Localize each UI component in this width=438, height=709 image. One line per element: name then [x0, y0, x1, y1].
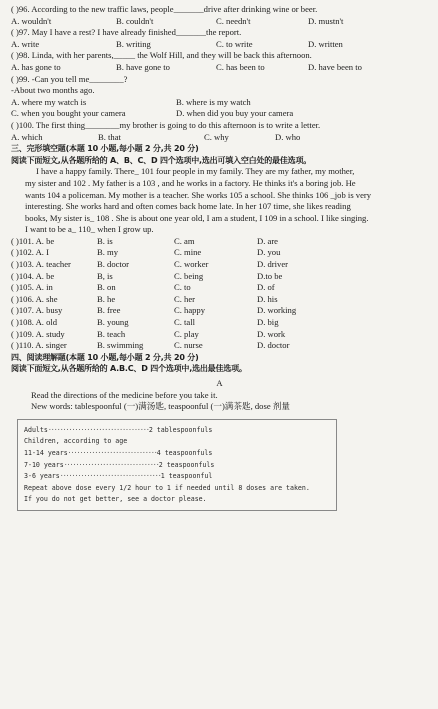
- question-number: ( )106. A. she: [11, 293, 58, 304]
- option-d: D. you: [257, 247, 281, 258]
- option-c: C. play: [174, 328, 199, 339]
- passage-line: my sister and 102 . My father is a 103 , and he works in a factory. He thinks it's a boring job. He: [25, 177, 356, 188]
- passage-line: I want to be a_ 110_ when I grow up.: [25, 224, 154, 235]
- option-d: D. who: [275, 131, 301, 142]
- option-b: B, is: [97, 270, 113, 281]
- question-99-options-cd: [11, 108, 428, 120]
- option-c: C. needn't: [216, 15, 251, 26]
- option-d: D.to be: [257, 270, 283, 281]
- option-b: B. teach: [97, 328, 126, 339]
- question-number: ( )104. A. be: [11, 270, 55, 281]
- option-d: D. mustn't: [308, 15, 344, 26]
- option-b: B. on: [97, 282, 116, 293]
- question-number: ( )110. A. singer: [11, 340, 67, 351]
- question-number: ( )108. A. old: [11, 317, 58, 328]
- question-96-stem: ( )96. According to the new traffic laws, people_______drive after drinking wine or beer.: [11, 4, 318, 14]
- option-d: D. doctor: [257, 340, 290, 351]
- cloze-question-104: [11, 271, 428, 283]
- option-b: B. he: [97, 293, 116, 304]
- option-c: C. tall: [174, 317, 196, 328]
- option-b: B. couldn't: [116, 15, 154, 26]
- question-99-answer-line: -About two months ago.: [11, 85, 95, 96]
- cloze-question-109: [11, 329, 428, 341]
- option-b: B. where is my watch: [176, 96, 251, 107]
- option-d: D. big: [257, 317, 279, 328]
- option-c: C. worker: [174, 259, 209, 270]
- section-3-instruction: 阅读下面短文,从各题所给的 A、B、C、D 四个选项中,选出可填入空白处的最佳选项。: [11, 155, 312, 165]
- cloze-question-103: [11, 259, 428, 271]
- question-99-stem: ( )99. -Can you tell me________?: [11, 73, 128, 84]
- option-b: B. young: [97, 317, 129, 328]
- option-d: D. when did you buy your camera: [176, 108, 294, 119]
- question-100-options: [11, 132, 428, 144]
- question-97-stem: ( )97. May I have a rest? I have already finished_______the report.: [11, 27, 242, 38]
- question-number: ( )101. A. be: [11, 235, 55, 246]
- option-d: D. of: [257, 282, 275, 293]
- leader-dots: ······························: [67, 448, 157, 457]
- question-96-options: [11, 16, 428, 28]
- option-c: C. has been to: [216, 61, 265, 72]
- option-b: B. my: [97, 247, 119, 258]
- age-range: 7-10 years: [24, 460, 64, 469]
- option-c: C. happy: [174, 305, 206, 316]
- new-words: New words: tablespoonful (一)满汤匙, teaspoonful (一)满茶匙, dose 剂量: [31, 401, 290, 412]
- adults-label: Adults: [24, 425, 48, 434]
- dose: 1 teaspoonful: [160, 472, 213, 481]
- question-number: ( )102. A. I: [11, 247, 49, 258]
- section-4-heading: 四、阅读理解题(本题 10 小题,每小题 2 分,共 20 分): [11, 352, 199, 362]
- medicine-directions-box: [17, 419, 337, 511]
- question-100-stem: ( )100. The first thing________my brother is going to do this afternoon is to write a letter.: [11, 119, 321, 130]
- option-b: B. doctor: [97, 259, 129, 270]
- option-d: D. written: [308, 38, 343, 49]
- option-a: A. which: [11, 131, 43, 142]
- question-98-stem: ( )98. Linda, with her parents,_____ the Wolf Hill, and they will be back this afternoon.: [11, 50, 312, 61]
- cloze-question-108: [11, 317, 428, 329]
- cloze-passage: [11, 166, 428, 236]
- option-b: B. writing: [116, 38, 151, 49]
- passage-line: books, My sister is_ 108 . She is about one year old, I am a student, I 109 in a school. I like singing.: [25, 212, 369, 223]
- option-c: C. to write: [216, 38, 253, 49]
- option-c: C. nurse: [174, 340, 203, 351]
- question-number: ( )103. A. teacher: [11, 259, 71, 270]
- option-c: C. her: [174, 293, 196, 304]
- option-d: D. driver: [257, 259, 289, 270]
- option-c: C. when you bought your camera: [11, 108, 126, 119]
- option-c: C. to: [174, 282, 191, 293]
- children-label: Children, according to age: [24, 437, 128, 446]
- dose: 4 teaspoonfuls: [156, 448, 213, 457]
- dose-row-3-6: [24, 471, 330, 483]
- option-a: A. write: [11, 38, 40, 49]
- cloze-question-106: [11, 294, 428, 306]
- question-number: ( )105. A. in: [11, 282, 53, 293]
- option-d: D. have been to: [308, 61, 362, 72]
- adults-dose-row: [24, 425, 330, 437]
- passage-label: A: [216, 378, 223, 388]
- section-3-heading: 三、完形填空题(本题 10 小题,每小题 2 分,共 20 分): [11, 144, 199, 154]
- section-4-instruction: 阅读下面短文,从各题所给的 A.B.C、D 四个选项中,选出最佳选项。: [11, 364, 247, 374]
- question-number: ( )107. A. busy: [11, 305, 63, 316]
- doctor-note: If you do not get better, see a doctor please.: [24, 495, 207, 504]
- cloze-question-110: [11, 340, 428, 352]
- repeat-note: Repeat above dose every 1/2 hour to 1 if needed until 8 doses are taken.: [24, 483, 310, 492]
- option-b: B. have gone to: [116, 61, 170, 72]
- cloze-question-102: [11, 247, 428, 259]
- leader-dots: ································: [63, 460, 159, 469]
- cloze-question-107: [11, 305, 428, 317]
- dose: 2 teaspoonfuls: [158, 460, 215, 469]
- cloze-questions: [11, 236, 428, 352]
- question-number: ( )109. A. study: [11, 328, 65, 339]
- option-b: B. is: [97, 235, 113, 246]
- passage-line: interesting. She works hard and often comes back home late. In her 107 time, she likes reading: [25, 201, 351, 212]
- passage-intro: Read the directions of the medicine before you take it.: [31, 389, 218, 400]
- leader-dots: ··································: [47, 425, 149, 434]
- dose-row-11-14: [24, 448, 330, 460]
- passage-line: I have a happy family. There_ 101 four people in my family. They are my father, my mother,: [36, 166, 355, 177]
- dose-row-7-10: [24, 460, 330, 472]
- passage-line: wants 104 a policeman. My mother is a teacher. She works 105 a school. She thinks 106 _job is very: [25, 189, 372, 200]
- question-98-options: [11, 62, 428, 74]
- option-a: A. has gone to: [11, 61, 61, 72]
- option-c: C. being: [174, 270, 204, 281]
- option-d: D. working: [257, 305, 297, 316]
- option-c: C. am: [174, 235, 195, 246]
- question-99-options-ab: [11, 97, 428, 109]
- age-range: 11-14 years: [24, 448, 68, 457]
- option-c: C. mine: [174, 247, 202, 258]
- age-range: 3-6 years: [24, 472, 60, 481]
- option-d: D. work: [257, 328, 286, 339]
- cloze-question-101: [11, 236, 428, 248]
- cloze-question-105: [11, 282, 428, 294]
- option-b: B. that: [98, 131, 121, 142]
- option-d: D. are: [257, 235, 278, 246]
- option-a: A. wouldn't: [11, 15, 52, 26]
- question-97-options: [11, 39, 428, 51]
- option-b: B. swimming: [97, 340, 144, 351]
- option-b: B. free: [97, 305, 121, 316]
- option-c: C. why: [204, 131, 229, 142]
- option-a: A. where my watch is: [11, 96, 87, 107]
- option-d: D. his: [257, 293, 278, 304]
- adults-dose: 2 tablespoonfuls: [148, 425, 213, 434]
- leader-dots: ··································: [59, 472, 161, 481]
